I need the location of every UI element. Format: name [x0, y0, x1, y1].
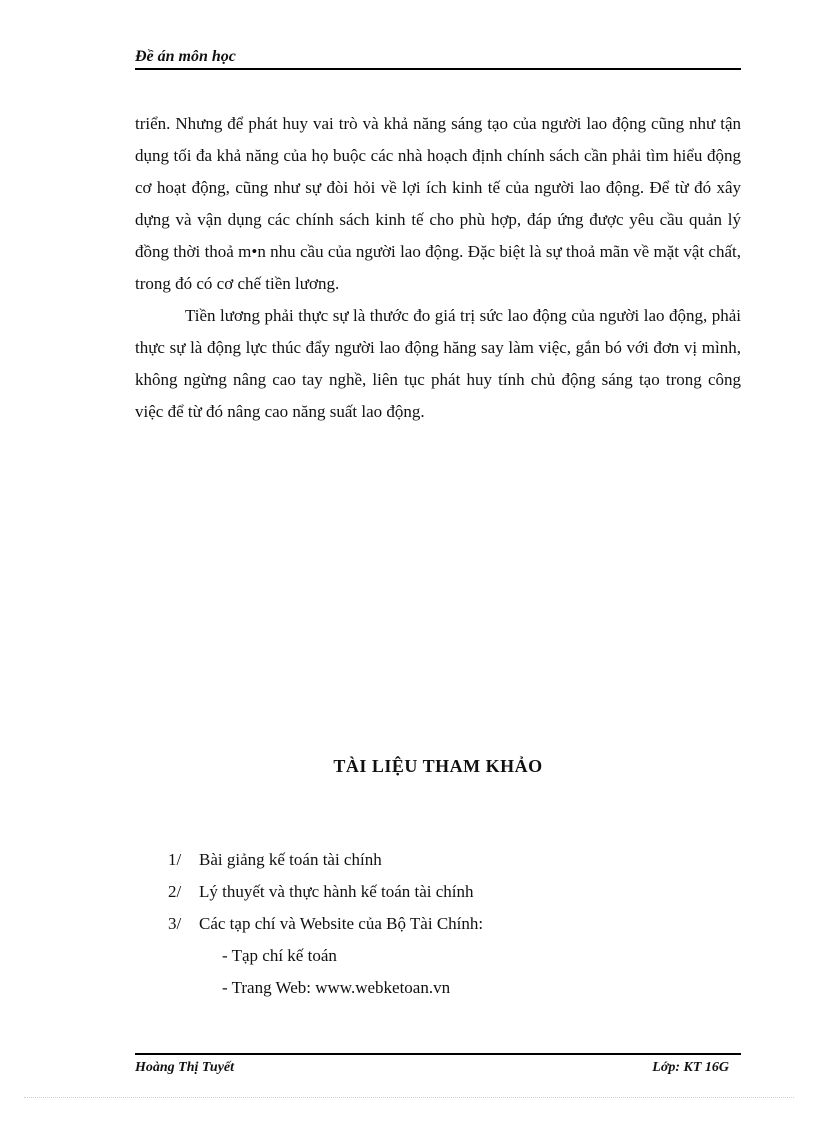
references-list	[168, 844, 728, 1004]
page-edge-divider	[24, 1097, 794, 1098]
body-text	[135, 108, 741, 428]
header-title: Đề án môn học	[135, 48, 236, 65]
reference-sub-item: - Trang Web: www.webketoan.vn	[222, 978, 451, 997]
references-title: TÀI LIỆU THAM KHẢO	[333, 756, 543, 776]
reference-sub-item: - Tạp chí kế toán	[222, 946, 337, 965]
reference-text: Các tạp chí và Website của Bộ Tài Chính:	[199, 914, 484, 933]
reference-item	[168, 908, 728, 940]
footer-class: Lớp: KT 16G	[652, 1060, 729, 1075]
paragraph-2: Tiền lương phải thực sự là thước đo giá trị sức lao động của người lao động, phải thực sự là động lực thúc đẩy người lao động hăng say làm việc, gắn bó với đơn vị mình, không ngừng nâng cao tay nghề, liên tục phát huy tính chủ động sáng tạo trong công việc để từ đó nâng cao năng suất lao động.	[135, 306, 741, 421]
paragraph-1: triển. Nhưng để phát huy vai trò và khả năng sáng tạo của người lao động cũng như tận dụng tối đa khả năng của họ buộc các nhà hoạch định chính sách cần phải tìm hiểu động cơ hoạt động, cũng như sự đòi hỏi về lợi ích kinh tế của người lao động. Để từ đó xây dựng và vận dụng các chính sách kinh tế cho phù hợp, đáp ứng được yêu cầu quản lý đồng thời thoả m•n nhu cầu của người lao động. Đặc biệt là sự thoả mãn về mặt vật chất, trong đó có cơ chế tiền lương.	[135, 114, 741, 293]
reference-number: 2/	[168, 882, 182, 901]
page-header	[135, 46, 741, 70]
reference-number: 3/	[168, 914, 182, 933]
reference-item	[168, 876, 728, 908]
reference-number: 1/	[168, 850, 182, 869]
reference-text: Lý thuyết và thực hành kế toán tài chính	[199, 882, 474, 901]
reference-text: Bài giảng kế toán tài chính	[199, 850, 382, 869]
reference-item	[168, 844, 728, 876]
footer-author: Hoàng Thị Tuyết	[135, 1060, 235, 1075]
page-footer	[135, 1053, 741, 1077]
